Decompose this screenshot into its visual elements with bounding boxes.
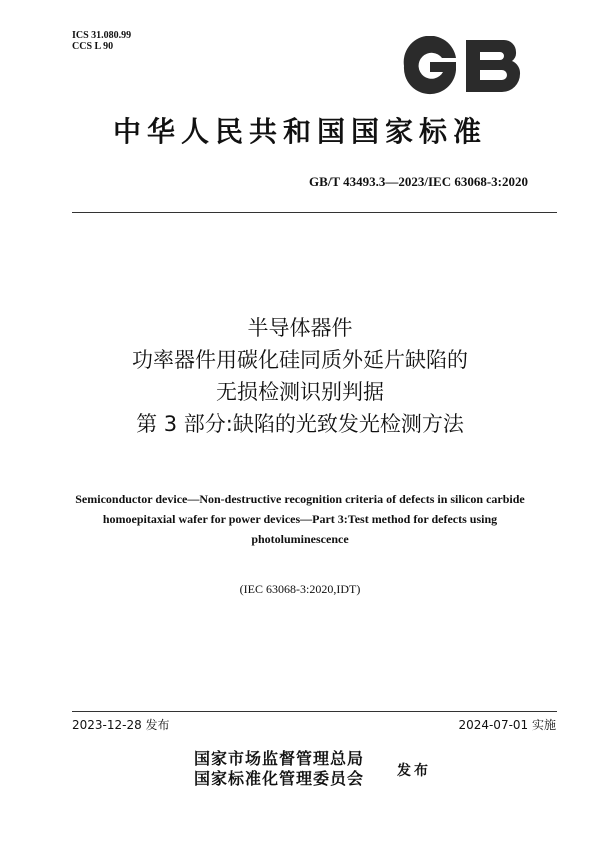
adoption-note: (IEC 63068-3:2020,IDT)	[239, 582, 361, 596]
implementation-date: 2024-07-01 实施	[458, 718, 556, 732]
publisher-2: 国家标准化管理委员会	[194, 769, 365, 788]
title-line-1: 半导体器件	[247, 316, 353, 340]
bottom-divider	[72, 711, 557, 712]
issue-date: 2023-12-28 发布	[72, 718, 170, 732]
gb-logo	[400, 36, 526, 96]
publishers	[194, 749, 364, 789]
title-line-3: 无损检测识别判据	[216, 380, 384, 404]
title-line-4: 第 3 部分:缺陷的光致发光检测方法	[136, 412, 464, 436]
publish-label: 发布	[397, 763, 431, 779]
ics-code: ICS 31.080.99	[72, 30, 132, 41]
publisher-1: 国家市场监督管理总局	[194, 749, 365, 768]
ccs-code: CCS L 90	[72, 41, 114, 52]
title-line-2: 功率器件用碳化硅同质外延片缺陷的	[132, 348, 468, 372]
top-divider	[72, 212, 557, 213]
standard-body-title: 中华人民共和国国家标准	[112, 115, 487, 148]
chinese-title	[0, 312, 600, 440]
english-title: Semiconductor device—Non-destructive recognition criteria of defects in silicon carbide homoepitaxial wafer for power devices—Part 3:Test method for defects using photoluminescence	[75, 492, 525, 546]
classification-codes	[72, 30, 131, 52]
standard-number: GB/T 43493.3—2023/IEC 63068-3:2020	[309, 174, 528, 189]
